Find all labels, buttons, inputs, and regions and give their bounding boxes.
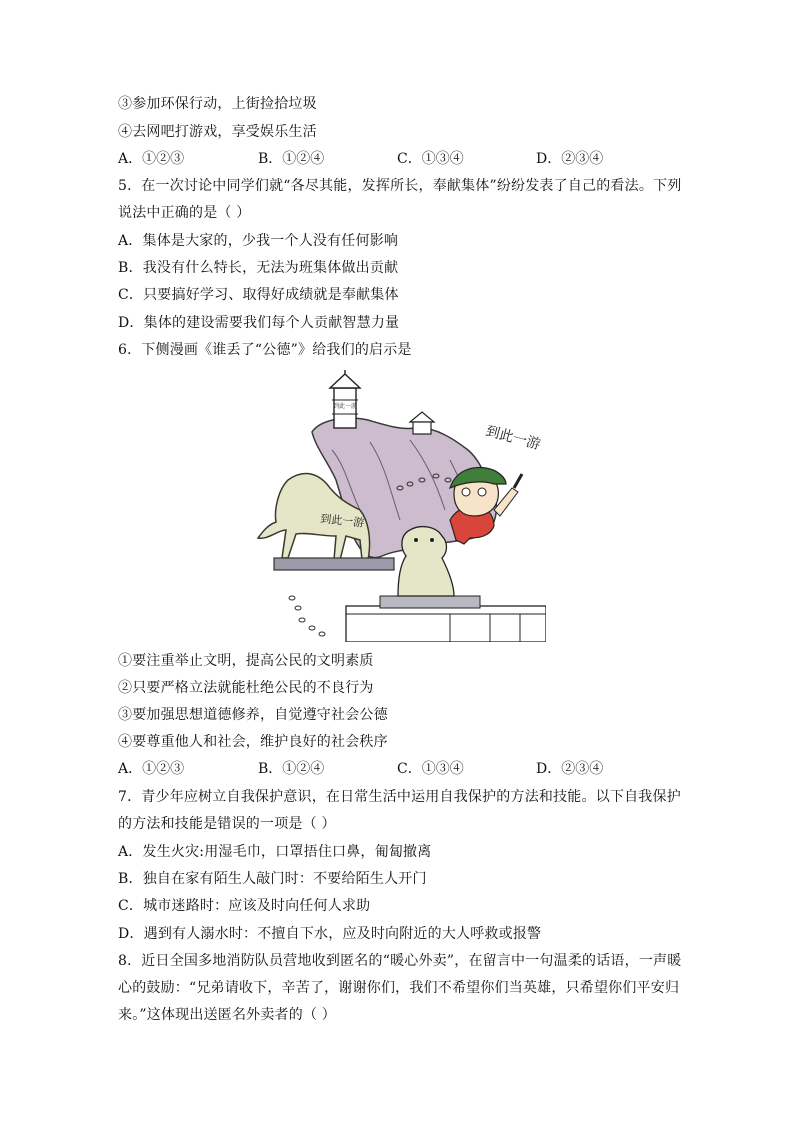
q7-option-d: D．遇到有人溺水时：不擅自下水，应及时向附近的大人呼救或报警 <box>118 926 542 942</box>
q8-stem-line2: 心的鼓励：“兄弟请收下，辛苦了，谢谢你们，我们不希望你们当英雄，只希望你们平安归 <box>118 980 680 996</box>
cartoon-illustration <box>250 370 546 642</box>
q4-option-a: A．①②③ <box>118 151 185 167</box>
q4-option-c: C．①③④ <box>397 151 464 167</box>
q6-option-d: D．②③④ <box>536 761 604 777</box>
q7-option-c: C．城市迷路时：应该及时向任何人求助 <box>118 898 371 914</box>
q4-item-3: ③参加环保行动，上街捡拾垃圾 <box>118 96 317 112</box>
q7-stem-line1: 7．青少年应树立自我保护意识，在日常生活中运用自我保护的方法和技能。以下自我保护 <box>118 789 681 805</box>
q4-option-b: B．①②④ <box>258 151 325 167</box>
pavilion-icon <box>410 412 434 434</box>
pagoda-graffiti: 到此一游 <box>332 403 358 410</box>
pagoda-icon <box>330 370 360 428</box>
q6-item-4: ④要尊重他人和社会，维护良好的社会秩序 <box>118 734 388 750</box>
q6-option-a: A．①②③ <box>118 761 185 777</box>
q6-item-3: ③要加强思想道德修养，自觉遵守社会公德 <box>118 707 388 723</box>
q6-item-2: ②只要严格立法就能杜绝公民的不良行为 <box>118 680 374 696</box>
q4-option-d: D．②③④ <box>536 151 604 167</box>
q8-stem-line3: 来。”这体现出送匿名外卖者的（ ） <box>118 1007 337 1023</box>
q5-stem-line2: 说法中正确的是（ ） <box>118 205 251 221</box>
q4-item-4: ④去网吧打游戏，享受娱乐生活 <box>118 124 317 140</box>
q6-option-c: C．①③④ <box>397 761 464 777</box>
q7-stem-line2: 的方法和技能是错误的一项是（ ） <box>118 816 336 832</box>
q5-option-c: C．只要搞好学习、取得好成绩就是奉献集体 <box>118 287 399 303</box>
q6-option-b: B．①②④ <box>258 761 325 777</box>
q5-option-d: D．集体的建设需要我们每个人贡献智慧力量 <box>118 315 400 331</box>
q8-stem-line1: 8．近日全国多地消防队员营地收到匿名的“暖心外卖”，在留言中一句温柔的话语，一声暖 <box>118 953 682 969</box>
boy-figure <box>450 468 522 544</box>
q6-item-1: ①要注重举止文明，提高公民的文明素质 <box>118 653 374 669</box>
q6-options <box>118 759 678 779</box>
stone-platform <box>346 596 546 642</box>
boy-graffiti: 到此一游 <box>483 423 543 454</box>
q6-stem: 6．下侧漫画《谁丢了“公德”》给我们的启示是 <box>118 342 412 358</box>
q5-option-a: A．集体是大家的，少我一个人没有任何影响 <box>118 233 399 249</box>
horse-graffiti: 到此一游 <box>319 512 365 530</box>
q7-option-b: B．独自在家有陌生人敲门时：不要给陌生人开门 <box>118 871 427 887</box>
q4-options <box>118 149 678 169</box>
q5-option-b: B．我没有什么特长，无法为班集体做出贡献 <box>118 260 399 276</box>
q7-option-a: A．发生火灾:用湿毛巾，口罩捂住口鼻，匍匐撤离 <box>118 844 432 860</box>
q5-stem-line1: 5．在一次讨论中同学们就“各尽其能，发挥所长，奉献集体”纷纷发表了自己的看法。下列 <box>118 178 682 194</box>
